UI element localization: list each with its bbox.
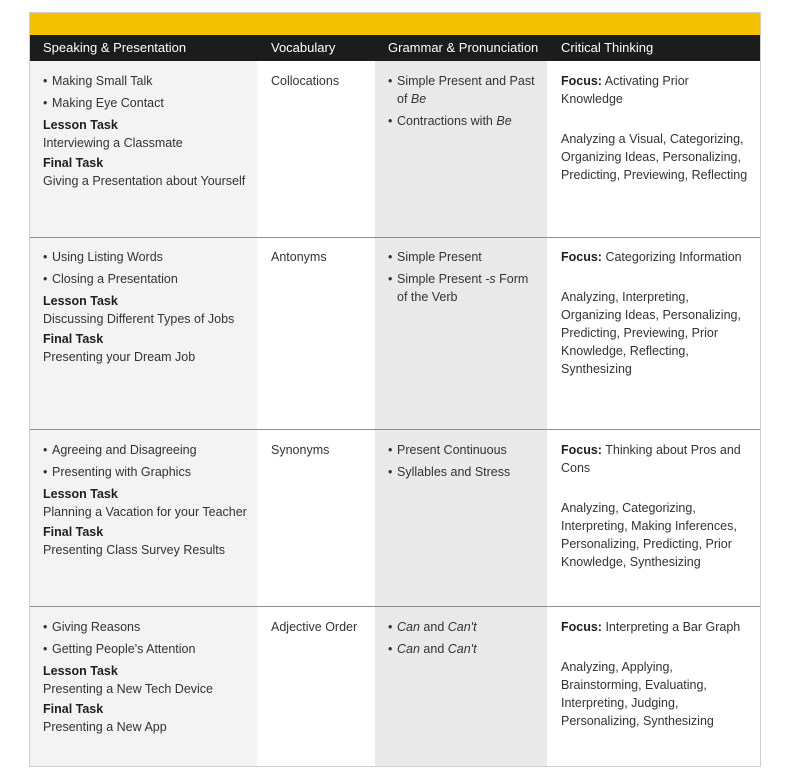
grammar-bullet: • Can and Can't (388, 640, 540, 658)
focus-label: Focus: (561, 250, 602, 264)
speaking-cell (43, 441, 248, 561)
grammar-cell (388, 618, 540, 662)
accent-bar (30, 13, 760, 35)
skills-list: Analyzing, Applying, Brainstorming, Evaluating, Interpreting, Judging, Personalizing, Synthesizing (561, 660, 714, 728)
skills-list: Analyzing, Interpreting, Organizing Ideas, Personalizing, Predicting, Previewing, Prior Knowledge, Reflecting, Synthesizing (561, 290, 741, 376)
grammar-bullet: • Simple Present -s Form of the Verb (388, 270, 540, 306)
speaking-bullet: • Giving Reasons (43, 618, 248, 636)
row-divider (30, 606, 760, 607)
speaking-bullet: • Closing a Presentation (43, 270, 248, 288)
scope-sequence-table (29, 12, 761, 767)
speaking-bullet: • Getting People's Attention (43, 640, 248, 658)
grammar-cell (388, 248, 540, 310)
critical-thinking-cell (561, 72, 751, 184)
critical-thinking-cell (561, 441, 751, 571)
header-grammar: Grammar & Pronunciation (388, 40, 539, 55)
speaking-bullet: • Making Eye Contact (43, 94, 248, 112)
grammar-cell (388, 441, 540, 485)
grammar-bullet: • Simple Present and Past of Be (388, 72, 540, 108)
lesson-task-text: Interviewing a Classmate (43, 136, 183, 150)
final-task-text: Presenting Class Survey Results (43, 543, 226, 557)
final-task-text: Presenting a New App (43, 720, 167, 734)
focus-label: Focus: (561, 74, 602, 88)
table-header (30, 35, 760, 61)
speaking-bullet: • Presenting with Graphics (43, 463, 248, 481)
lesson-task-label: Lesson Task (43, 487, 118, 501)
lesson-task-text: Discussing Different Types of Jobs (43, 312, 235, 326)
skills-list: Analyzing a Visual, Categorizing, Organizing Ideas, Personalizing, Predicting, Previewing, Reflecting (561, 132, 748, 182)
grammar-bullet: • Contractions with Be (388, 112, 540, 130)
final-task-label: Final Task (43, 156, 104, 170)
vocabulary-cell: Collocations (271, 74, 340, 88)
vocabulary-cell: Antonyms (271, 250, 327, 264)
focus-label: Focus: (561, 620, 602, 634)
grammar-bullet: • Can and Can't (388, 618, 540, 636)
lesson-task-text: Presenting a New Tech Device (43, 682, 213, 696)
row-divider (30, 429, 760, 430)
grammar-bullet: • Syllables and Stress (388, 463, 540, 481)
final-task-label: Final Task (43, 332, 104, 346)
lesson-task-label: Lesson Task (43, 118, 118, 132)
critical-thinking-cell (561, 618, 751, 730)
speaking-cell (43, 72, 248, 192)
final-task-text: Giving a Presentation about Yourself (43, 174, 246, 188)
speaking-bullet: • Using Listing Words (43, 248, 248, 266)
skills-list: Analyzing, Categorizing, Interpreting, Making Inferences, Personalizing, Predicting, Prior Knowledge, Synthesizing (561, 501, 737, 569)
focus-label: Focus: (561, 443, 602, 457)
focus-line: Focus: Categorizing Information (561, 250, 742, 264)
speaking-cell (43, 248, 248, 368)
focus-line: Focus: Thinking about Pros and Cons (561, 443, 741, 475)
focus-line: Focus: Interpreting a Bar Graph (561, 620, 741, 634)
speaking-bullet: • Agreeing and Disagreeing (43, 441, 248, 459)
lesson-task-text: Planning a Vacation for your Teacher (43, 505, 247, 519)
lesson-task-label: Lesson Task (43, 664, 118, 678)
final-task-label: Final Task (43, 525, 104, 539)
lesson-task-label: Lesson Task (43, 294, 118, 308)
grammar-bullet: • Simple Present (388, 248, 540, 266)
header-critical-thinking: Critical Thinking (561, 40, 654, 55)
grammar-cell (388, 72, 540, 134)
vocabulary-cell: Adjective Order (271, 620, 358, 634)
focus-line: Focus: Activating Prior Knowledge (561, 74, 689, 106)
vocabulary-cell: Synonyms (271, 443, 330, 457)
speaking-cell (43, 618, 248, 738)
speaking-bullet: • Making Small Talk (43, 72, 248, 90)
final-task-label: Final Task (43, 702, 104, 716)
final-task-text: Presenting your Dream Job (43, 350, 196, 364)
header-vocabulary: Vocabulary (271, 40, 336, 55)
column-bg-vocabulary (257, 61, 375, 766)
row-divider (30, 237, 760, 238)
header-speaking: Speaking & Presentation (43, 40, 187, 55)
grammar-bullet: • Present Continuous (388, 441, 540, 459)
critical-thinking-cell (561, 248, 751, 378)
